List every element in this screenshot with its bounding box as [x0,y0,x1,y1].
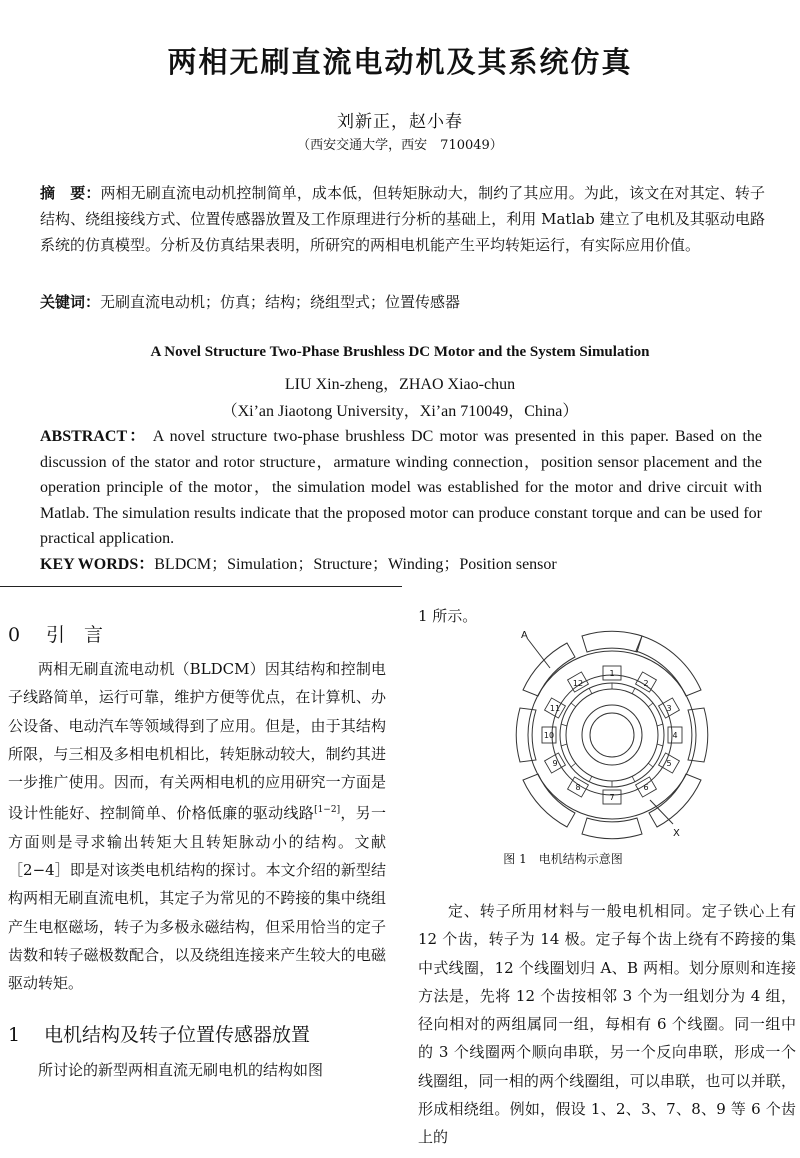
english-title: A Novel Structure Two-Phase Brushless DC Motor and the System Simulation [150,344,650,360]
english-abstract [40,424,762,552]
slot-number: 10 [543,731,555,740]
chinese-abstract [40,180,765,258]
section-1-number: 1 [8,1024,21,1046]
section-0-heading [8,620,103,647]
affiliation: （西安交通大学，西安 710049） [297,138,503,153]
english-abstract-text: A novel structure two-phase brushless DC motor was presented in this paper. Based on the discussion of the stator and rotor structure，armature winding connection，position sensor placement and the operation principle of the motor，the simulation model was established for the motor and drive circuit with Matlab. The simulation results indicate that the proposed motor can produce constant torque and can be used for practical application. [40,428,763,548]
lead-line-a [527,638,550,668]
english-authors: LIU Xin-zheng，ZHAO Xiao-chun [284,376,516,393]
motor-structure-figure [505,628,720,843]
figure-label-a: A [521,630,528,641]
figure-caption: 图 1 电机结构示意图 [503,852,623,866]
slot-number: 1 [609,669,615,678]
slot-number: 7 [609,793,615,802]
rotor-magnet-inner [566,689,658,781]
intro-text-1: 两相无刷直流电动机（BLDCM）因其结构和控制电子线路简单，运行可靠，维护方便等优点，在计算机、办公设备、电动汽车等领域得到了应用。但是，由于其结构所限，与三相及多相电机相比，转矩脉动较大，制约其进一步推广使用。因而，有关两相电机的应用研究一方面是设计性能好、控制简单、价格低廉的驱动线路 [8,660,386,823]
rotor-poles [561,683,663,787]
english-abstract-label: ABSTRACT： [40,428,148,445]
slot-number: 11 [549,704,561,713]
section-1-title: 电机结构及转子位置传感器放置 [44,1024,311,1046]
keywords-label: 关键词： [40,293,101,311]
english-keywords-label: KEY WORDS： [40,556,155,573]
right-column-paragraph: 定、转子所用材料与一般电机相同。定子铁心上有 12 个齿，转子为 14 极。定子每个齿上绕有不跨接的集中式线圈，12 个线圈划归 A、B 两相。划分原则和连接方法是，先将 12 个齿按相邻 3 个为一组划分为 4 组，径向相对的两组属同一组，每相有 6 个线圈。同一组中的 3 个线圈两个顺向串联，另一个反向串联，形成一个线圈组，同一相的两个线圈组，可以串联，也可以并联，形成相绕组。例如，假设 1、2、3、7、8、9 等 6 个齿上的 [418,902,796,1147]
figure-label-x: X [673,828,680,839]
english-keywords-text: BLDCM；Simulation；Structure；Winding；Position sensor [154,556,557,573]
authors: 刘新正，赵小春 [337,112,463,132]
rotor-magnet-ring [560,683,664,787]
slot-number: 12 [572,679,584,688]
slot-number: 2 [643,679,649,688]
english-affiliation: （Xi’an Jiaotong University，Xi’an 710049，China） [221,403,579,420]
intro-paragraph [8,655,386,998]
slot-number: 8 [575,783,581,792]
keywords-text: 无刷直流电动机；仿真；结构；绕组型式；位置传感器 [100,293,461,311]
slot-number: 3 [666,704,672,713]
slot-number: 9 [552,759,558,768]
intro-text-2: ，另一方面则是寻求输出转矩大且转矩脉动小的结构。文献［2−4］即是对该类电机结构的探讨。本文介绍的新型结构两相无刷直流电机，其定子为常见的不跨接的集中绕组产生电枢磁场，转子为多极永磁结构，但采用恰当的定子齿数和转子磁极数配合，以及绕组连接来产生较大的电磁驱动转矩。 [8,804,386,993]
slot-number: 6 [643,783,649,792]
slot-number: 4 [672,731,678,740]
english-keywords [40,553,762,577]
paper-title: 两相无刷直流电动机及其系统仿真 [167,45,633,79]
section-0-title: 引 言 [46,624,104,646]
rotor-core [582,705,642,765]
citation: [1−2] [314,805,341,816]
section-1-paragraph: 所讨论的新型两相直流无刷电机的结构如图 [38,1061,324,1079]
right-column-top-text: 1 所示。 [418,607,478,625]
chinese-keywords [40,290,765,314]
abstract-label: 摘 要： [40,184,101,202]
section-divider [0,586,402,587]
shaft [590,713,634,757]
section-1-heading [8,1020,310,1047]
abstract-text: 两相无刷直流电动机控制简单，成本低，但转矩脉动大，制约了其应用。为此，该文在对其定、转子结构、绕组接线方式、位置传感器放置及工作原理进行分析的基础上，利用 Matlab 建立了电机及其驱动电路系统的仿真模型。分析及仿真结果表明，所研究的两相电机能产生平均转矩运行，有实际应用价值。 [40,184,765,254]
section-0-number: 0 [8,624,21,646]
slot-number: 5 [666,759,672,768]
